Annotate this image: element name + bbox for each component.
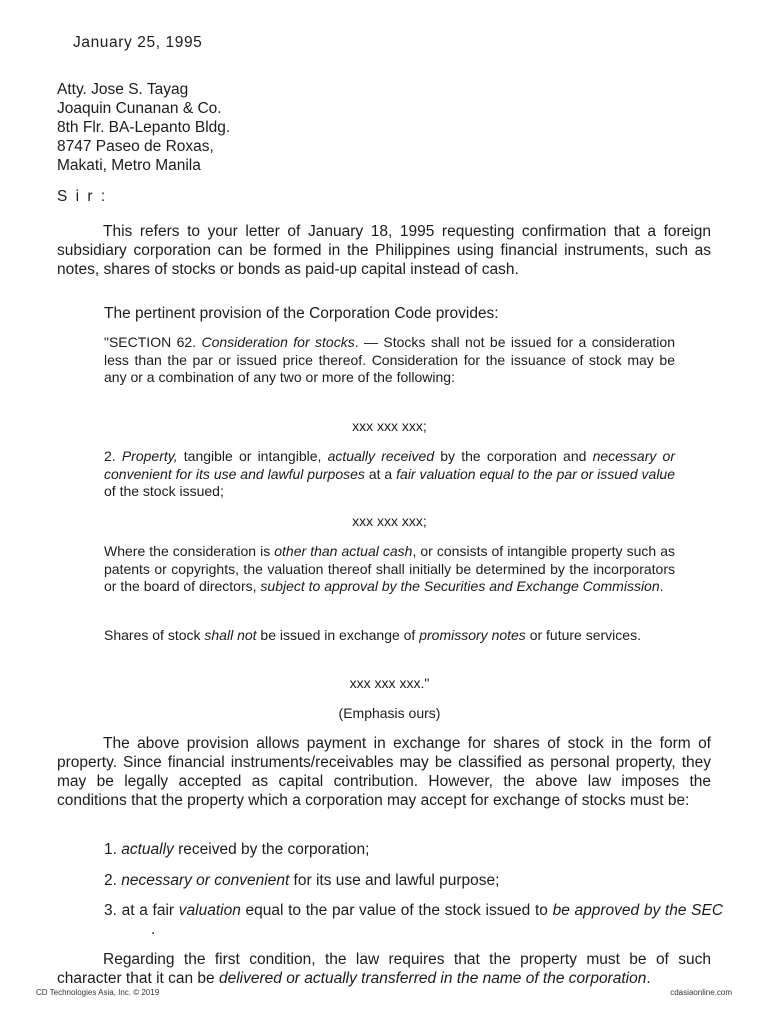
quote-italic: subject to approval by the Securities and Exchange Commission [260, 578, 660, 594]
addressee-line: Joaquin Cunanan & Co. [57, 100, 222, 117]
quote-italic: fair valuation equal to the par or issued value [396, 465, 676, 482]
quote-text: at a [364, 465, 397, 482]
quote-shares [104, 627, 675, 645]
paragraph-italic: delivered or actually transferred in the name of the corporation [218, 970, 647, 987]
list-text: . [151, 921, 156, 938]
addressee-line: 8747 Paseo de Roxas, [57, 138, 214, 155]
quote-text: tangible or intangible, [177, 448, 328, 464]
paragraph-text: Regarding the first condition, the law requires that the property must be of such character that it can be [57, 951, 711, 987]
quote-consideration [104, 543, 675, 596]
quote-italic: necessary or convenient for its use and lawful purposes [104, 448, 675, 482]
addressee-line: Atty. Jose S. Tayag [57, 81, 189, 98]
quote-text: of the stock issued; [104, 483, 224, 499]
quote-text: . — Stocks shall not be issued for a consideration less than the par or issued price thereof. Consideration for the issuance of stock may be any or a combination of any two or more of the following: [104, 334, 675, 385]
quote-italic: actually received [327, 448, 435, 464]
list-italic: necessary or convenient [121, 872, 290, 889]
quote-italic: promissory notes [419, 627, 526, 643]
paragraph-intro: This refers to your letter of January 18, 1995 requesting confirmation that a foreign subsidiary corporation can be formed in the Philippines using financial instruments, such as notes, shares of stocks or bonds as paid-up capital instead of cash. [57, 223, 711, 278]
list-text: equal to the par value of the stock issued to [240, 902, 553, 919]
list-text: for its use and lawful purpose; [289, 872, 500, 889]
addressee-line: 8th Flr. BA-Lepanto Bldg. [57, 119, 231, 136]
paragraph-text: . [646, 970, 651, 987]
quote-text: , or consists of intangible property such as patents or copyrights, the valuation thereof shall initially be determined by the incorporators or the board of directors, [104, 543, 675, 594]
list-number: 2. [104, 872, 122, 889]
paragraph-provision-intro: The pertinent provision of the Corporation Code provides: [104, 305, 499, 322]
omission-marker: xxx xxx xxx; [352, 418, 427, 434]
salutation: S i r : [57, 188, 108, 205]
quote-text: or future services. [525, 627, 641, 643]
footer-site: cdasiaonline.com [670, 988, 732, 997]
quote-text: Shares of stock [104, 627, 205, 643]
list-italic: actually [121, 841, 174, 858]
emphasis-note: (Emphasis ours) [338, 705, 441, 721]
quote-italic: Property, [121, 448, 178, 464]
omission-marker: xxx xxx xxx." [349, 675, 430, 691]
addressee-block [57, 80, 230, 175]
list-italic: be approved by the SEC [552, 902, 724, 919]
paragraph-analysis: The above provision allows payment in exchange for shares of stock in the form of property. Since financial instruments/receivables may be classified as personal property, they may be legally accepted as capital contribution. However, the above law imposes the conditions that the property which a corporation may accept for exchange of stocks must be: [57, 735, 711, 809]
list-number: 3. [104, 902, 122, 919]
list-item [104, 840, 676, 859]
paragraph-first-condition [57, 950, 711, 988]
list-number: 1. [104, 841, 122, 858]
quote-section-62 [104, 334, 675, 387]
quote-text: "SECTION 62. [104, 334, 202, 350]
omission-marker: xxx xxx xxx; [352, 513, 427, 529]
quote-italic: other than actual cash [274, 543, 413, 559]
addressee-line: Makati, Metro Manila [57, 157, 201, 174]
quote-text: be issued in exchange of [256, 627, 420, 643]
footer-copyright: CD Technologies Asia, Inc. © 2019 [36, 988, 160, 997]
list-text: at a fair [121, 902, 179, 919]
quote-text: . [659, 578, 664, 594]
list-italic: valuation [178, 902, 241, 919]
quote-italic: shall not [204, 627, 257, 643]
list-text: received by the corporation; [173, 841, 370, 858]
list-item [104, 901, 723, 939]
quote-text: Where the consideration is [104, 543, 275, 559]
letter-date: January 25, 1995 [73, 34, 203, 51]
quote-text: 2. [104, 448, 122, 464]
quote-property [104, 448, 675, 501]
list-item [104, 871, 676, 890]
quote-text: by the corporation and [434, 448, 593, 464]
quote-title: Consideration for stocks [201, 334, 355, 350]
